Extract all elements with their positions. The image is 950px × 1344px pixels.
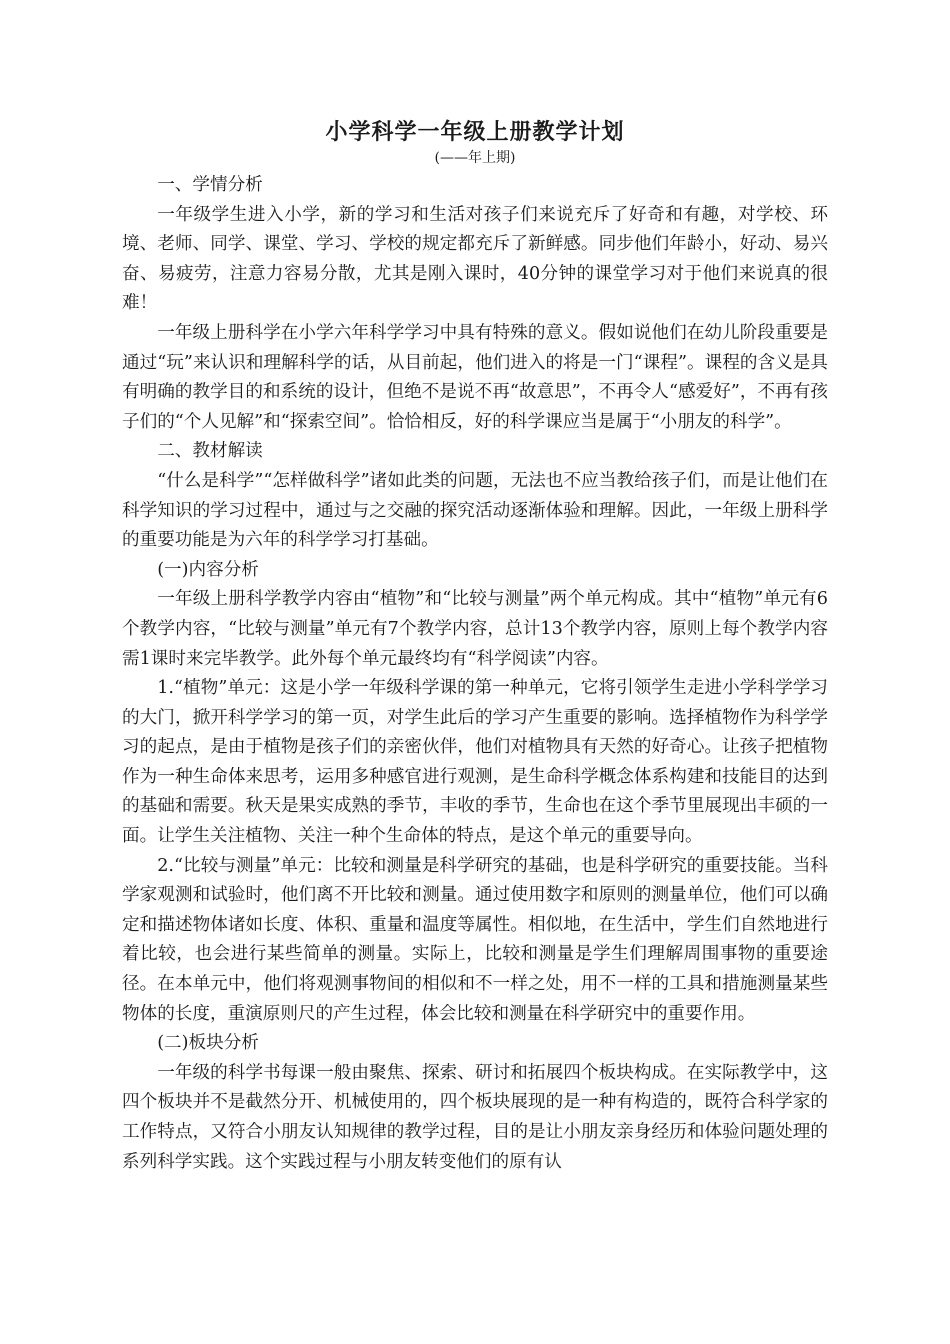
- document-title: 小学科学一年级上册教学计划: [325, 120, 625, 145]
- paragraph: 一年级的科学书每课一般由聚焦、探索、研讨和拓展四个板块构成。在实际教学中，这四个板块并不是截然分开、机械使用的，四个板块展现的是一种有构造的，既符合科学家的工作特点，又符合小朋友认知规律的教学过程，目的是让小朋友亲身经历和体验问题处理的系列科学实践。这个实践过程与小朋友转变他们的原有认: [122, 1062, 828, 1172]
- paragraph: “什么是科学”“怎样做科学”诸如此类的问题，无法也不应当教给孩子们，而是让他们在科学知识的学习过程中，通过与之交融的探究活动逐渐体验和理解。因此，一年级上册科学的重要功能是为六年的科学学习打基础。: [122, 470, 828, 551]
- section-heading: 一、学情分析: [157, 175, 263, 195]
- paragraph: 一年级学生进入小学，新的学习和生活对孩子们来说充斥了好奇和有趣，对学校、环境、老师、同学、课堂、学习、学校的规定都充斥了新鲜感。同步他们年龄小，好动、易兴奋、易疲劳，注意力容易分散，尤其是刚入课时，40分钟的课堂学习对于他们来说真的很难！: [122, 204, 828, 314]
- section-heading: 二、教材解读: [157, 441, 263, 462]
- paragraph: 2.“比较与测量”单元：比较和测量是科学研究的基础，也是科学研究的重要技能。当科学家观测和试验时，他们离不开比较和测量。通过使用数字和原则的测量单位，他们可以确定和描述物体诸如长度、体积、重量和温度等属性。相似地，在生活中，学生们自然地进行着比较，也会进行某些简单的测量。实际上，比较和测量是学生们理解周围事物的重要途径。在本单元中，他们将观测事物间的相似和不一样之处，用不一样的工具和措施测量某些物体的长度，重演原则尺的产生过程，体会比较和测量在科学研究中的重要作用。: [122, 855, 828, 1024]
- paragraph: 1.“植物”单元：这是小学一年级科学课的第一种单元，它将引领学生走进小学科学学习的大门，掀开科学学习的第一页，对学生此后的学习产生重要的影响。选择植物作为科学学习的起点，是由于植物是孩子们的亲密伙伴，他们对植物具有天然的好奇心。让孩子把植物作为一种生命体来思考，运用多种感官进行观测，是生命科学概念体系构建和技能目的达到的基础和需要。秋天是果实成熟的季节，丰收的季节，生命也在这个季节里展现出丰硕的一面。让学生关注植物、关注一种个生命体的特点，是这个单元的重要导向。: [122, 678, 828, 847]
- subsection-heading: (二)板块分析: [157, 1033, 259, 1054]
- subsection-heading: (一)内容分析: [157, 559, 259, 580]
- paragraph: 一年级上册科学教学内容由“植物”和“比较与测量”两个单元构成。其中“植物”单元有6个教学内容，“比较与测量”单元有7个教学内容，总计13个教学内容，原则上每个教学内容需1课时来完毕教学。此外每个单元最终均有“科学阅读”内容。: [122, 589, 828, 669]
- paragraph: 一年级上册科学在小学六年科学学习中具有特殊的意义。假如说他们在幼儿阶段重要是通过“玩”来认识和理解科学的话，从目前起，他们进入的将是一门“课程”。课程的含义是具有明确的教学目的和系统的设计，但绝不是说不再“故意思”，不再令人“感爱好”，不再有孩子们的“个人见解”和“探索空间”。恰恰相反，好的科学课应当是属于“小朋友的科学”。: [122, 322, 828, 432]
- document-subtitle: (——年上期): [434, 150, 516, 166]
